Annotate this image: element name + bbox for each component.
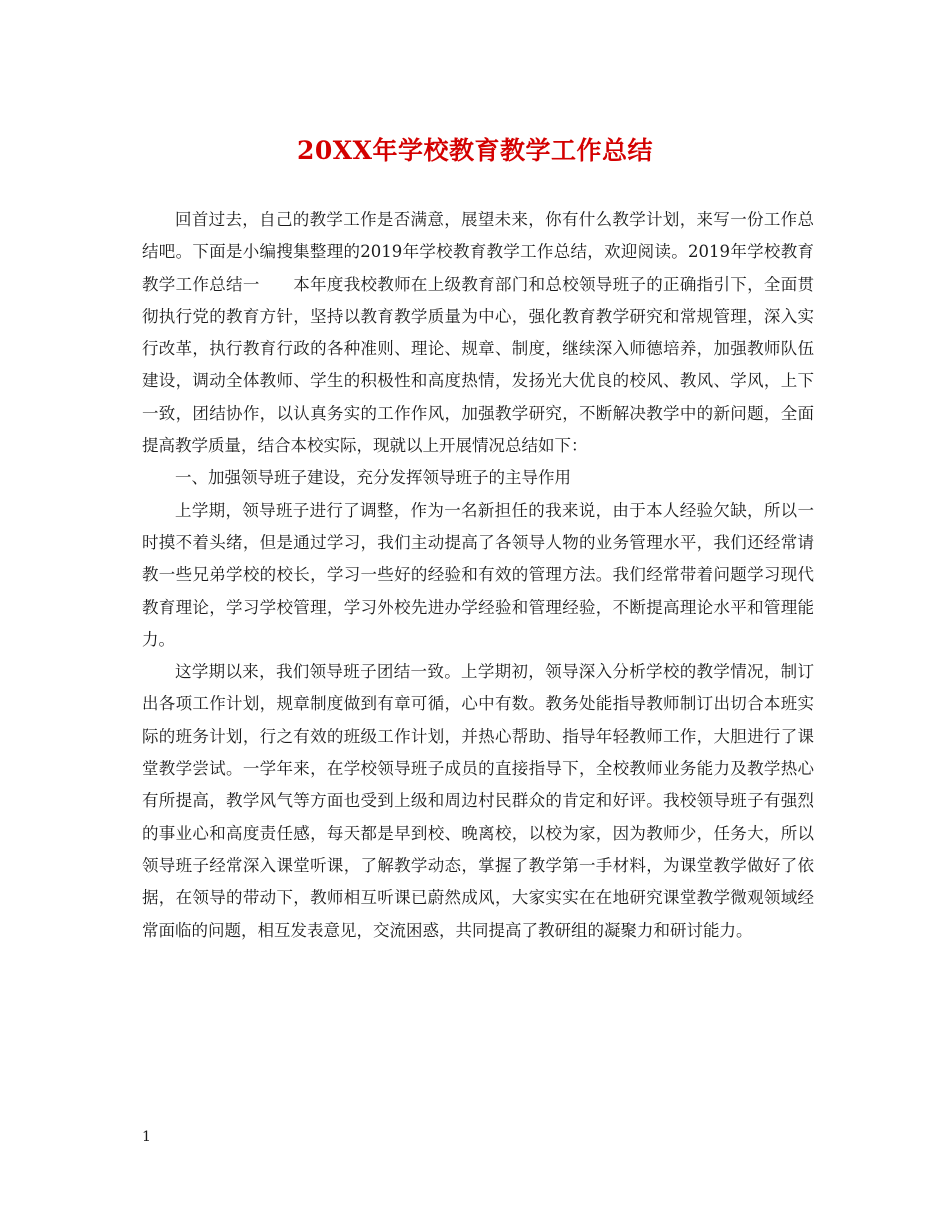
document-body bbox=[142, 204, 814, 947]
paragraph-this-semester: 这学期以来，我们领导班子团结一致。上学期初，领导深入分析学校的教学情况，制订出各项工作计划，规章制度做到有章可循，心中有数。教务处能指导教师制订出切合本班实际的班务计划，行之有效的班级工作计划，并热心帮助、指导年轻教师工作，大胆进行了课堂教学尝试。一学年来，在学校领导班子成员的直接指导下，全校教师业务能力及教学热心有所提高，教学风气等方面也受到上级和周边村民群众的肯定和好评。我校领导班子有强烈的事业心和高度责任感，每天都是早到校、晚离校，以校为家，因为教师少，任务大，所以领导班子经常深入课堂听课，了解教学动态，掌握了教学第一手材料，为课堂教学做好了依据，在领导的带动下，教师相互听课已蔚然成风，大家实实在在地研究课堂教学微观领域经常面临的问题，相互发表意见，交流困惑，共同提高了教研组的凝聚力和研讨能力。 bbox=[142, 662, 814, 940]
page-number: 1 bbox=[142, 1129, 151, 1145]
paragraph-intro: 回首过去，自己的教学工作是否满意，展望未来，你有什么教学计划，来写一份工作总结吧。下面是小编搜集整理的2019年学校教育教学工作总结，欢迎阅读。2019年学校教育教学工作总结一 本年度我校教师在上级教育部门和总校领导班子的正确指引下，全面贯彻执行党的教育方针，坚持以教育教学质量为中心，强化教育教学研究和常规管理，深入实行改革，执行教育行政的各种准则、理论、规章、制度，继续深入师德培养，加强教师队伍建设，调动全体教师、学生的积极性和高度热情，发扬光大优良的校风、教风、学风，上下一致，团结协作，以认真务实的工作作风，加强教学研究，不断解决教学中的新问题，全面提高教学质量，结合本校实际，现就以上开展情况总结如下： bbox=[142, 210, 814, 456]
section-heading: 一、加强领导班子建设，充分发挥领导班子的主导作用 bbox=[175, 468, 571, 488]
document-title: 20XX年学校教育教学工作总结 bbox=[296, 136, 654, 165]
paragraph-last-semester: 上学期，领导班子进行了调整，作为一名新担任的我来说，由于本人经验欠缺，所以一时摸不着头绪，但是通过学习，我们主动提高了各领导人物的业务管理水平，我们还经常请教一些兄弟学校的校长，学习一些好的经验和有效的管理方法。我们经常带着问题学习现代教育理论，学习学校管理，学习外校先进办学经验和管理经验，不断提高理论水平和管理能力。 bbox=[142, 500, 814, 649]
